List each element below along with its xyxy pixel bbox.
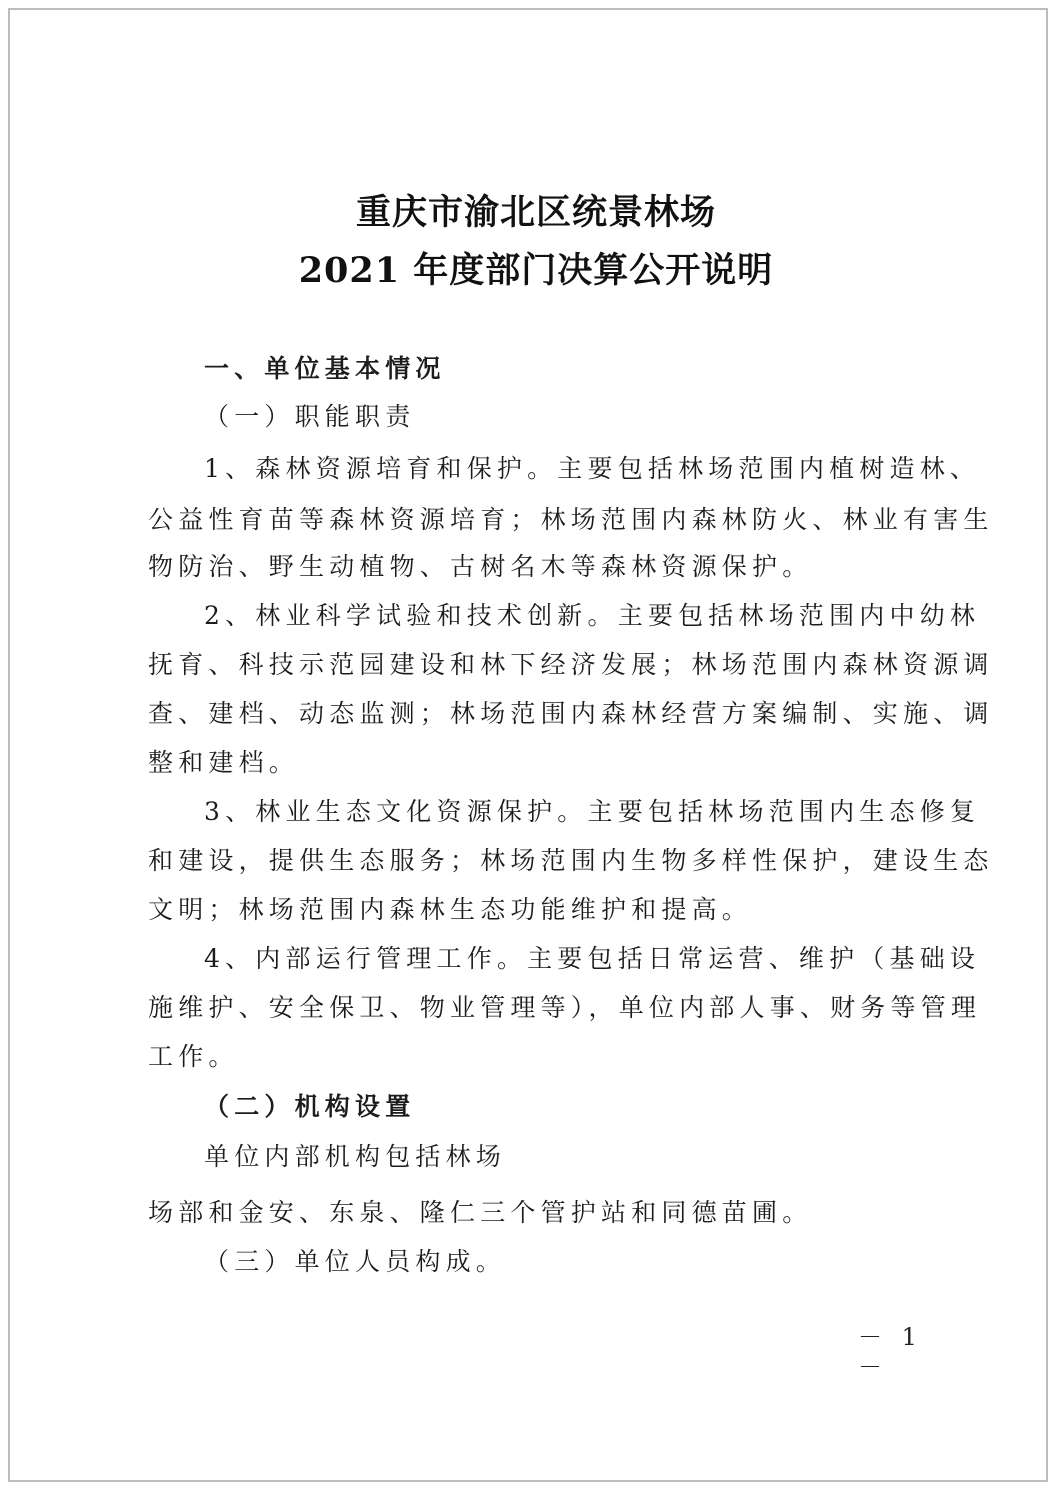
- item1-line-2: 公益性育苗等森林资源培育；林场范围内森林防火、林业有害生: [148, 505, 994, 534]
- document-title-line-1: 重庆市渝北区统景林场: [355, 192, 716, 233]
- subheading-organization: （二）机构设置: [204, 1092, 416, 1121]
- section-heading-basic-info: 一、单位基本情况: [204, 354, 446, 383]
- item1-line-3: 物防治、野生动植物、古树名木等森林资源保护。: [148, 552, 813, 581]
- org-text-line-1: 单位内部机构包括林场: [204, 1142, 507, 1171]
- item3-line-3: 文明；林场范围内森林生态功能维护和提高。: [148, 895, 753, 924]
- item4-line-2: 施维护、安全保卫、物业管理等），单位内部人事、财务等管理: [148, 993, 982, 1022]
- item2-line-1: 2、林业科学试验和技术创新。主要包括林场范围内中幼林: [204, 601, 981, 630]
- item3-line-1: 3、林业生态文化资源保护。主要包括林场范围内生态修复: [204, 797, 981, 826]
- org-text-line-2: 场部和金安、东泉、隆仁三个管护站和同德苗圃。: [148, 1198, 813, 1227]
- page-number: － 1 －: [858, 1323, 923, 1381]
- item3-line-2: 和建设，提供生态服务；林场范围内生物多样性保护，建设生态: [148, 846, 994, 875]
- item4-line-3: 工作。: [148, 1042, 239, 1071]
- item2-line-3: 查、建档、动态监测；林场范围内森林经营方案编制、实施、调: [148, 699, 994, 728]
- item1-line-1: 1、森林资源培育和保护。主要包括林场范围内植树造林、: [204, 454, 981, 483]
- subheading-staff: （三）单位人员构成。: [204, 1247, 507, 1276]
- item4-line-1: 4、内部运行管理工作。主要包括日常运营、维护（基础设: [204, 944, 981, 973]
- item2-line-2: 抚育、科技示范园建设和林下经济发展；林场范围内森林资源调: [148, 650, 994, 679]
- subheading-functions: （一）职能职责: [204, 402, 416, 431]
- item2-line-4: 整和建档。: [148, 748, 300, 777]
- document-title-line-2: 2021 年度部门决算公开说明: [298, 250, 774, 291]
